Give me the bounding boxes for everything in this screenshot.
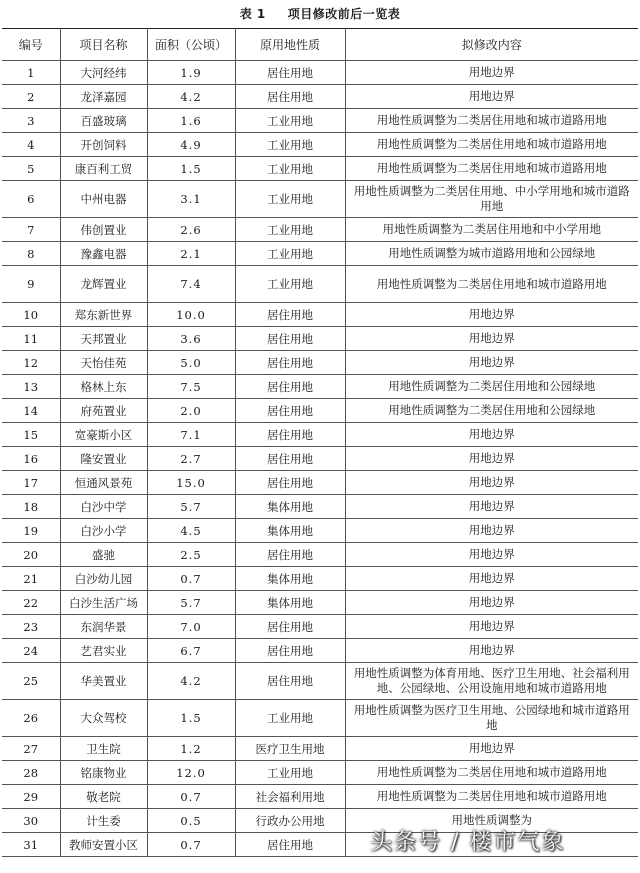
cell-project-name: 天怡佳苑 [60,351,147,375]
cell-area: 4.9 [147,133,235,157]
cell-project-name: 伟创置业 [60,218,147,242]
table-row [2,761,638,785]
cell-original-use: 行政办公用地 [235,809,345,833]
cell-project-name: 计生委 [60,809,147,833]
cell-change: 用地边界 [345,639,638,663]
cell-number: 20 [2,543,60,567]
cell-original-use: 居住用地 [235,639,345,663]
cell-area: 12.0 [147,761,235,785]
cell-change: 用地性质调整为二类居住用地和中小学用地 [345,218,638,242]
cell-number: 25 [2,663,60,700]
table-row [2,737,638,761]
table-row [2,567,638,591]
cell-original-use: 居住用地 [235,85,345,109]
cell-original-use: 医疗卫生用地 [235,737,345,761]
cell-area: 7.5 [147,375,235,399]
cell-project-name: 宽豪斯小区 [60,423,147,447]
cell-area: 4.2 [147,85,235,109]
cell-area: 3.1 [147,181,235,218]
cell-project-name: 百盛玻璃 [60,109,147,133]
cell-original-use: 集体用地 [235,591,345,615]
cell-area: 5.0 [147,351,235,375]
cell-original-use: 居住用地 [235,303,345,327]
cell-project-name: 白沙幼儿园 [60,567,147,591]
cell-area: 15.0 [147,471,235,495]
table-row [2,447,638,471]
table-row [2,615,638,639]
table-label: 表 1 [239,7,266,21]
cell-project-name: 豫鑫电器 [60,242,147,266]
table-row [2,639,638,663]
cell-area: 0.7 [147,785,235,809]
cell-area: 1.5 [147,157,235,181]
table-row [2,61,638,85]
cell-number: 11 [2,327,60,351]
cell-project-name: 中州电器 [60,181,147,218]
cell-change: 用地边界 [345,591,638,615]
table-row [2,399,638,423]
cell-change: 用地边界 [345,423,638,447]
cell-original-use: 居住用地 [235,423,345,447]
cell-project-name: 开创饲料 [60,133,147,157]
cell-original-use: 工业用地 [235,266,345,303]
cell-area: 5.7 [147,495,235,519]
column-header-area: 面积（公顷） [147,29,235,61]
cell-change: 用地性质调整为二类居住用地和公园绿地 [345,375,638,399]
project-table [2,28,638,857]
cell-number: 14 [2,399,60,423]
cell-number: 21 [2,567,60,591]
cell-change: 用地性质调整为城市道路用地和公园绿地 [345,242,638,266]
cell-change: 用地边界 [345,519,638,543]
cell-original-use: 居住用地 [235,447,345,471]
table-header-row [2,29,638,61]
cell-area: 0.7 [147,833,235,857]
column-header-change: 拟修改内容 [345,29,638,61]
cell-project-name: 艺君实业 [60,639,147,663]
cell-number: 10 [2,303,60,327]
table-row [2,519,638,543]
cell-change: 用地性质调整为二类居住用地和公园绿地 [345,399,638,423]
cell-change: 用地边界 [345,615,638,639]
table-row [2,327,638,351]
table-row [2,375,638,399]
cell-number: 13 [2,375,60,399]
table-row [2,700,638,737]
cell-change: 用地性质调整为二类居住用地和城市道路用地 [345,761,638,785]
cell-area: 10.0 [147,303,235,327]
cell-project-name: 铭康物业 [60,761,147,785]
cell-change: 用地边界 [345,567,638,591]
table-row [2,266,638,303]
cell-number: 30 [2,809,60,833]
cell-number: 23 [2,615,60,639]
cell-change: 用地边界 [345,543,638,567]
table-row [2,785,638,809]
cell-change: 用地性质调整为二类居住用地和城市道路用地 [345,785,638,809]
table-row [2,591,638,615]
cell-project-name: 盛驰 [60,543,147,567]
cell-area: 7.0 [147,615,235,639]
table-row [2,423,638,447]
table-row [2,495,638,519]
cell-original-use: 居住用地 [235,833,345,857]
cell-change: 用地性质调整为二类居住用地和城市道路用地 [345,157,638,181]
cell-project-name: 敬老院 [60,785,147,809]
cell-change: 用地性质调整为二类居住用地和城市道路用地 [345,133,638,157]
watermark: 头条号 / 楼市气象 [370,830,566,855]
cell-original-use: 工业用地 [235,242,345,266]
cell-change: 用地性质调整为二类居住用地和城市道路用地 [345,109,638,133]
cell-project-name: 华美置业 [60,663,147,700]
table-row [2,109,638,133]
table-row [2,663,638,700]
cell-number: 31 [2,833,60,857]
cell-number: 19 [2,519,60,543]
cell-project-name: 龙辉置业 [60,266,147,303]
cell-number: 28 [2,761,60,785]
cell-number: 1 [2,61,60,85]
cell-number: 26 [2,700,60,737]
cell-area: 0.5 [147,809,235,833]
cell-area: 4.2 [147,663,235,700]
cell-original-use: 社会福利用地 [235,785,345,809]
cell-project-name: 隆安置业 [60,447,147,471]
cell-area: 3.6 [147,327,235,351]
cell-project-name: 天邦置业 [60,327,147,351]
cell-change: 用地边界 [345,737,638,761]
table-caption [0,6,640,22]
cell-number: 2 [2,85,60,109]
cell-area: 2.5 [147,543,235,567]
cell-number: 4 [2,133,60,157]
table-row [2,218,638,242]
cell-number: 18 [2,495,60,519]
cell-area: 2.7 [147,447,235,471]
cell-project-name: 府苑置业 [60,399,147,423]
cell-project-name: 康百利工贸 [60,157,147,181]
cell-original-use: 工业用地 [235,133,345,157]
cell-original-use: 集体用地 [235,519,345,543]
cell-number: 7 [2,218,60,242]
cell-original-use: 居住用地 [235,61,345,85]
cell-area: 7.1 [147,423,235,447]
cell-number: 22 [2,591,60,615]
cell-project-name: 东润华景 [60,615,147,639]
cell-project-name: 龙泽嘉园 [60,85,147,109]
cell-number: 3 [2,109,60,133]
cell-number: 27 [2,737,60,761]
cell-project-name: 大河经纬 [60,61,147,85]
cell-change: 用地边界 [345,303,638,327]
cell-area: 1.2 [147,737,235,761]
cell-change: 用地性质调整为二类居住用地、中小学用地和城市道路用地 [345,181,638,218]
table-row [2,303,638,327]
cell-area: 5.7 [147,591,235,615]
cell-area: 6.7 [147,639,235,663]
cell-original-use: 居住用地 [235,399,345,423]
cell-number: 24 [2,639,60,663]
cell-change: 用地性质调整为二类居住用地和城市道路用地 [345,266,638,303]
table-row [2,351,638,375]
table-row [2,471,638,495]
cell-original-use: 集体用地 [235,567,345,591]
cell-project-name: 白沙中学 [60,495,147,519]
cell-project-name: 白沙小学 [60,519,147,543]
cell-project-name: 恒通风景苑 [60,471,147,495]
table-row [2,242,638,266]
cell-area: 1.6 [147,109,235,133]
cell-project-name: 大众驾校 [60,700,147,737]
column-header-original-use: 原用地性质 [235,29,345,61]
cell-change: 用地性质调整为 [345,809,638,833]
table-row [2,133,638,157]
cell-project-name: 郑东新世界 [60,303,147,327]
cell-number: 17 [2,471,60,495]
table-row [2,85,638,109]
cell-area: 0.7 [147,567,235,591]
cell-original-use: 居住用地 [235,543,345,567]
cell-original-use: 集体用地 [235,495,345,519]
cell-number: 15 [2,423,60,447]
table-body [2,61,638,857]
cell-original-use: 工业用地 [235,218,345,242]
cell-number: 6 [2,181,60,218]
table-row [2,543,638,567]
cell-change: 用地边界 [345,471,638,495]
cell-change: 用地性质调整为医疗卫生用地、公园绿地和城市道路用地 [345,700,638,737]
cell-original-use: 工业用地 [235,700,345,737]
cell-project-name: 教师安置小区 [60,833,147,857]
cell-number: 12 [2,351,60,375]
cell-area: 1.5 [147,700,235,737]
cell-area: 4.5 [147,519,235,543]
cell-original-use: 工业用地 [235,109,345,133]
cell-area: 7.4 [147,266,235,303]
cell-number: 8 [2,242,60,266]
cell-area: 2.1 [147,242,235,266]
cell-original-use: 工业用地 [235,761,345,785]
cell-number: 16 [2,447,60,471]
cell-project-name: 格林上东 [60,375,147,399]
cell-change: 用地边界 [345,495,638,519]
cell-change: 用地边界 [345,61,638,85]
cell-project-name: 卫生院 [60,737,147,761]
cell-change: 用地边界 [345,447,638,471]
cell-number: 9 [2,266,60,303]
cell-project-name: 白沙生活广场 [60,591,147,615]
table-row [2,157,638,181]
column-header-name: 项目名称 [60,29,147,61]
cell-original-use: 居住用地 [235,351,345,375]
cell-original-use: 居住用地 [235,327,345,351]
cell-change: 用地边界 [345,85,638,109]
cell-original-use: 工业用地 [235,181,345,218]
cell-area: 2.6 [147,218,235,242]
cell-number: 29 [2,785,60,809]
cell-original-use: 居住用地 [235,375,345,399]
cell-original-use: 工业用地 [235,157,345,181]
cell-change: 用地边界 [345,351,638,375]
table-row [2,181,638,218]
cell-area: 1.9 [147,61,235,85]
cell-change: 用地边界 [345,327,638,351]
cell-number: 5 [2,157,60,181]
cell-change: 用地性质调整为体育用地、医疗卫生用地、社会福利用地、公园绿地、公用设施用地和城市道路用地 [345,663,638,700]
cell-original-use: 居住用地 [235,663,345,700]
cell-area: 2.0 [147,399,235,423]
table-title: 项目修改前后一览表 [287,7,401,21]
cell-original-use: 居住用地 [235,615,345,639]
column-header-number: 编号 [2,29,60,61]
cell-original-use: 居住用地 [235,471,345,495]
